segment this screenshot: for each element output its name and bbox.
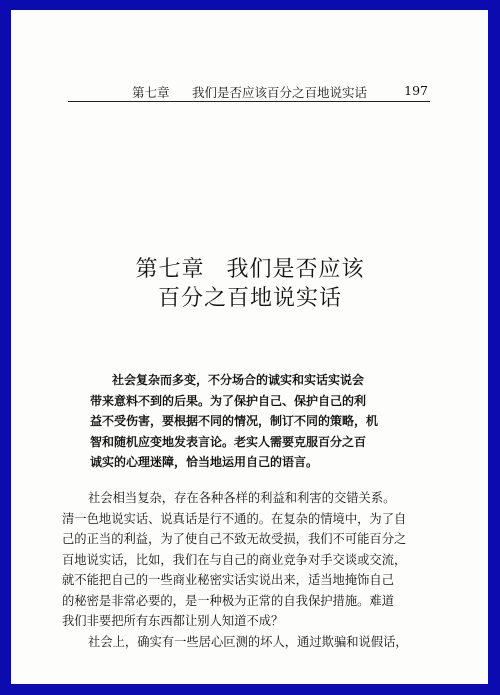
abstract-line: 带来意料不到的后果。为了保护自己、保护自己的利 xyxy=(90,393,367,408)
body-line: 百地说实话，比如，我们在与自己的商业竞争对手交谈或交流， xyxy=(62,552,407,567)
chapter-title-line-1 xyxy=(60,255,440,284)
body-line: 的秘密是非常必要的，是一种极为正常的自我保护措施。难道 xyxy=(62,593,395,608)
running-head-chapter: 第七章 xyxy=(132,85,170,100)
body-text xyxy=(62,488,438,652)
body-line: 清一色地说实话、说真话是行不通的。在复杂的情境中，为了自 xyxy=(62,511,407,526)
chapter-title-heading: 我们是否应该 xyxy=(226,257,365,282)
body-line: 社会相当复杂，存在各种各样的利益和利害的交错关系。 xyxy=(88,491,396,505)
running-head-title: 我们是否应该百分之百地说实话 xyxy=(192,85,368,100)
page-number: 197 xyxy=(404,83,428,98)
abstract-line: 诚实的心理迷障，恰当地运用自己的语言。 xyxy=(90,455,319,469)
chapter-title xyxy=(60,255,440,313)
body-line: 己的正当的利益，为了使自己不致无故受损，我们不可能百分之 xyxy=(62,532,407,546)
body-line: 我们非要把所有东西都让别人知道不成？ xyxy=(62,614,284,628)
abstract-line: 智和随机应变地发表言论。老实人需要克服百分之百 xyxy=(90,434,367,449)
chapter-title-line-2: 百分之百地说实话 xyxy=(157,286,342,311)
body-line: 就不能把自己的一些商业秘密实话实说出来，适当地掩饰自己 xyxy=(62,573,395,587)
abstract-line: 益不受伤害，要根据不同的情况，制订不同的策略，机 xyxy=(90,414,379,428)
chapter-abstract xyxy=(90,370,412,473)
chapter-title-chapter: 第七章 xyxy=(135,257,205,282)
header-rule xyxy=(68,101,430,102)
abstract-line: 社会复杂而多变，不分场合的诚实和实话实说会 xyxy=(112,373,365,387)
body-line: 社会上，确实有一些居心叵测的坏人，通过欺骗和说假话， xyxy=(88,634,408,649)
running-head xyxy=(132,83,428,101)
